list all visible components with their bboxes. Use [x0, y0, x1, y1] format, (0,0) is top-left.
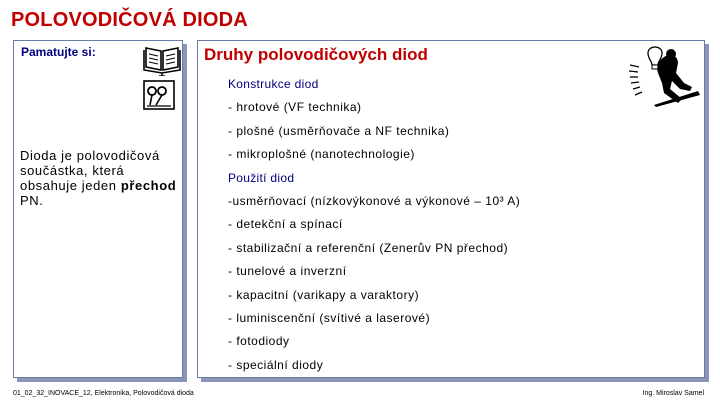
- remember-label: Pamatujte si:: [21, 45, 96, 59]
- diode-types-panel: [197, 40, 705, 378]
- diode-definition: [20, 148, 180, 208]
- list-item: - hrotové (VF technika): [228, 100, 362, 115]
- list-item: - luminiscenční (svítivé a laserové): [228, 310, 431, 325]
- list-item: - detekční a spínací: [228, 217, 343, 232]
- open-book-icon: [142, 44, 182, 76]
- section-heading: Konstrukce diod: [228, 77, 319, 91]
- section-heading: Použití diod: [228, 170, 295, 185]
- notes-icon: [142, 79, 176, 111]
- panel-heading: Druhy polovodičových diod: [204, 45, 428, 64]
- footer-course-info: 01_02_32_INOVACE_12, Elektronika, Polovodičová dioda: [13, 390, 194, 397]
- list-item: - speciální diody: [228, 357, 324, 372]
- diode-types-list: [228, 75, 628, 379]
- list-item: - plošné (usměrňovače a NF technika): [228, 123, 450, 138]
- list-item: - mikroplošné (nanotechnologie): [228, 147, 415, 162]
- definition-text: Dioda je polovodičová součástka, která obsahuje jeden: [20, 148, 160, 193]
- lightbulb-figure-icon: [626, 43, 702, 107]
- remember-panel: [13, 40, 183, 378]
- slide-title: POLOVODIČOVÁ DIODA: [11, 9, 248, 31]
- footer-author: Ing. Miroslav Samel: [642, 390, 704, 397]
- list-item: - tunelové a inverzní: [228, 264, 347, 279]
- list-item: - kapacitní (varikapy a varaktory): [228, 287, 420, 302]
- list-item: -usměrňovací (nízkovýkonové a výkonové – 10³ A): [228, 193, 521, 208]
- list-item: - fotodiody: [228, 334, 290, 349]
- definition-suffix: PN.: [20, 193, 44, 208]
- definition-bold-term: přechod: [120, 178, 177, 193]
- list-item: - stabilizační a referenční (Zenerův PN přechod): [228, 240, 509, 255]
